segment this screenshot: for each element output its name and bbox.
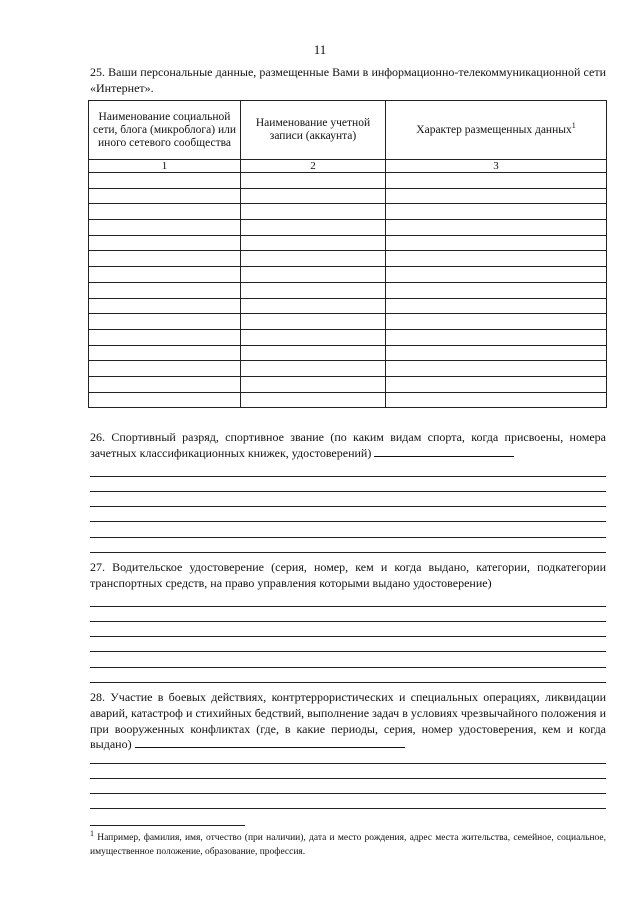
header-data-character: [386, 101, 607, 160]
table-row: [89, 314, 607, 330]
table-row: [89, 298, 607, 314]
table-cell[interactable]: [241, 173, 386, 189]
header-account-name: Наименование учетной записи (аккаунта): [241, 101, 386, 160]
footnote-separator: [90, 825, 245, 826]
header-data-character-label: Характер размещенных данных: [416, 123, 572, 136]
table-cell[interactable]: [241, 392, 386, 408]
table-cell[interactable]: [89, 298, 241, 314]
table-cell[interactable]: [89, 361, 241, 377]
table-cell[interactable]: [241, 298, 386, 314]
question-26-paragraph: [90, 430, 606, 462]
table-cell[interactable]: [89, 188, 241, 204]
answer-line[interactable]: [90, 621, 606, 622]
table-cell[interactable]: [386, 376, 607, 392]
answer-line[interactable]: [90, 778, 606, 779]
answer-line[interactable]: [90, 682, 606, 683]
answer-line[interactable]: [90, 552, 606, 553]
footnote: [90, 828, 606, 859]
table-cell[interactable]: [386, 361, 607, 377]
answer-line[interactable]: [374, 446, 514, 457]
answer-line[interactable]: [90, 636, 606, 637]
table-cell[interactable]: [89, 173, 241, 189]
social-networks-table: [88, 100, 607, 408]
table-cell[interactable]: [89, 204, 241, 220]
question-27-text: 27. Водительское удостоверение (серия, номер, кем и когда выдано, категории, подкатегории транспортных средств, на право управления которыми выдано удостоверение): [90, 560, 606, 590]
table-cell[interactable]: [89, 235, 241, 251]
table-cell[interactable]: [89, 392, 241, 408]
table-row: [89, 392, 607, 408]
table-cell[interactable]: [386, 329, 607, 345]
answer-line[interactable]: [90, 506, 606, 507]
table-cell[interactable]: [241, 235, 386, 251]
table-row: [89, 267, 607, 283]
table-cell[interactable]: [386, 392, 607, 408]
table-cell[interactable]: [386, 345, 607, 361]
footnote-mark: 1: [571, 120, 576, 130]
footnote-mark: 1: [90, 828, 94, 838]
table-cell[interactable]: [241, 361, 386, 377]
table-row: [89, 282, 607, 298]
table-cell[interactable]: [89, 329, 241, 345]
table-cell[interactable]: [89, 251, 241, 267]
answer-line[interactable]: [90, 491, 606, 492]
table-cell[interactable]: [241, 314, 386, 330]
table-cell[interactable]: [386, 267, 607, 283]
answer-line[interactable]: [90, 476, 606, 477]
table-row: [89, 204, 607, 220]
question-26-text: 26. Спортивный разряд, спортивное звание (по каким видам спорта, когда присвоены, номера зачетных классификационных книжек, удостоверений): [90, 430, 606, 460]
column-number: 3: [386, 160, 607, 173]
answer-line[interactable]: [90, 651, 606, 652]
answer-line[interactable]: [135, 737, 405, 748]
table-cell[interactable]: [386, 204, 607, 220]
table-row: [89, 235, 607, 251]
answer-line[interactable]: [90, 808, 606, 809]
header-social-network: Наименование социальной сети, блога (микроблога) или иного сетевого сообщества: [89, 101, 241, 160]
table-cell[interactable]: [386, 314, 607, 330]
table-cell[interactable]: [241, 220, 386, 236]
table-cell[interactable]: [89, 376, 241, 392]
table-cell[interactable]: [386, 188, 607, 204]
table-cell[interactable]: [386, 235, 607, 251]
table-cell[interactable]: [386, 173, 607, 189]
table-cell[interactable]: [386, 282, 607, 298]
footnote-text: Например, фамилия, имя, отчество (при наличии), дата и место рождения, адрес места жительства, семейное, социальное, имущественное положение, образование, профессия.: [90, 833, 606, 857]
table-row: [89, 376, 607, 392]
answer-line[interactable]: [90, 667, 606, 668]
table-cell[interactable]: [241, 282, 386, 298]
table-cell[interactable]: [241, 204, 386, 220]
column-number: 2: [241, 160, 386, 173]
table-cell[interactable]: [241, 251, 386, 267]
table-cell[interactable]: [89, 345, 241, 361]
column-number: 1: [89, 160, 241, 173]
table-row: [89, 345, 607, 361]
table-cell[interactable]: [386, 220, 607, 236]
table-cell[interactable]: [89, 220, 241, 236]
table-cell[interactable]: [241, 329, 386, 345]
answer-line[interactable]: [90, 606, 606, 607]
table-row: [89, 251, 607, 267]
answer-line[interactable]: [90, 763, 606, 764]
page-number: 11: [313, 42, 327, 57]
table-cell[interactable]: [89, 267, 241, 283]
answer-line[interactable]: [90, 537, 606, 538]
table-cell[interactable]: [241, 345, 386, 361]
table-cell[interactable]: [241, 188, 386, 204]
table-cell[interactable]: [386, 251, 607, 267]
table-row: [89, 188, 607, 204]
table-row: [89, 329, 607, 345]
question-25-text: 25. Ваши персональные данные, размещенные Вами в информационно-телекоммуникационной сети «Интернет».: [90, 65, 606, 95]
question-28-paragraph: [90, 690, 606, 753]
answer-line[interactable]: [90, 793, 606, 794]
question-28-text: 28. Участие в боевых действиях, контртеррористических и специальных операциях, ликвидации аварий, катастроф и стихийных бедствий, выполнение задач в условиях чрезвычайного положения и при вооруженных конфликтах (где, в какие периоды, серия, номер удостоверения, кем и когда выдано): [90, 690, 606, 752]
table-row: [89, 361, 607, 377]
table-row: [89, 220, 607, 236]
table-cell[interactable]: [89, 282, 241, 298]
table-cell[interactable]: [241, 267, 386, 283]
table-row: [89, 173, 607, 189]
table-cell[interactable]: [89, 314, 241, 330]
table-body: [89, 173, 607, 408]
table-cell[interactable]: [241, 376, 386, 392]
answer-line[interactable]: [90, 521, 606, 522]
table-cell[interactable]: [386, 298, 607, 314]
